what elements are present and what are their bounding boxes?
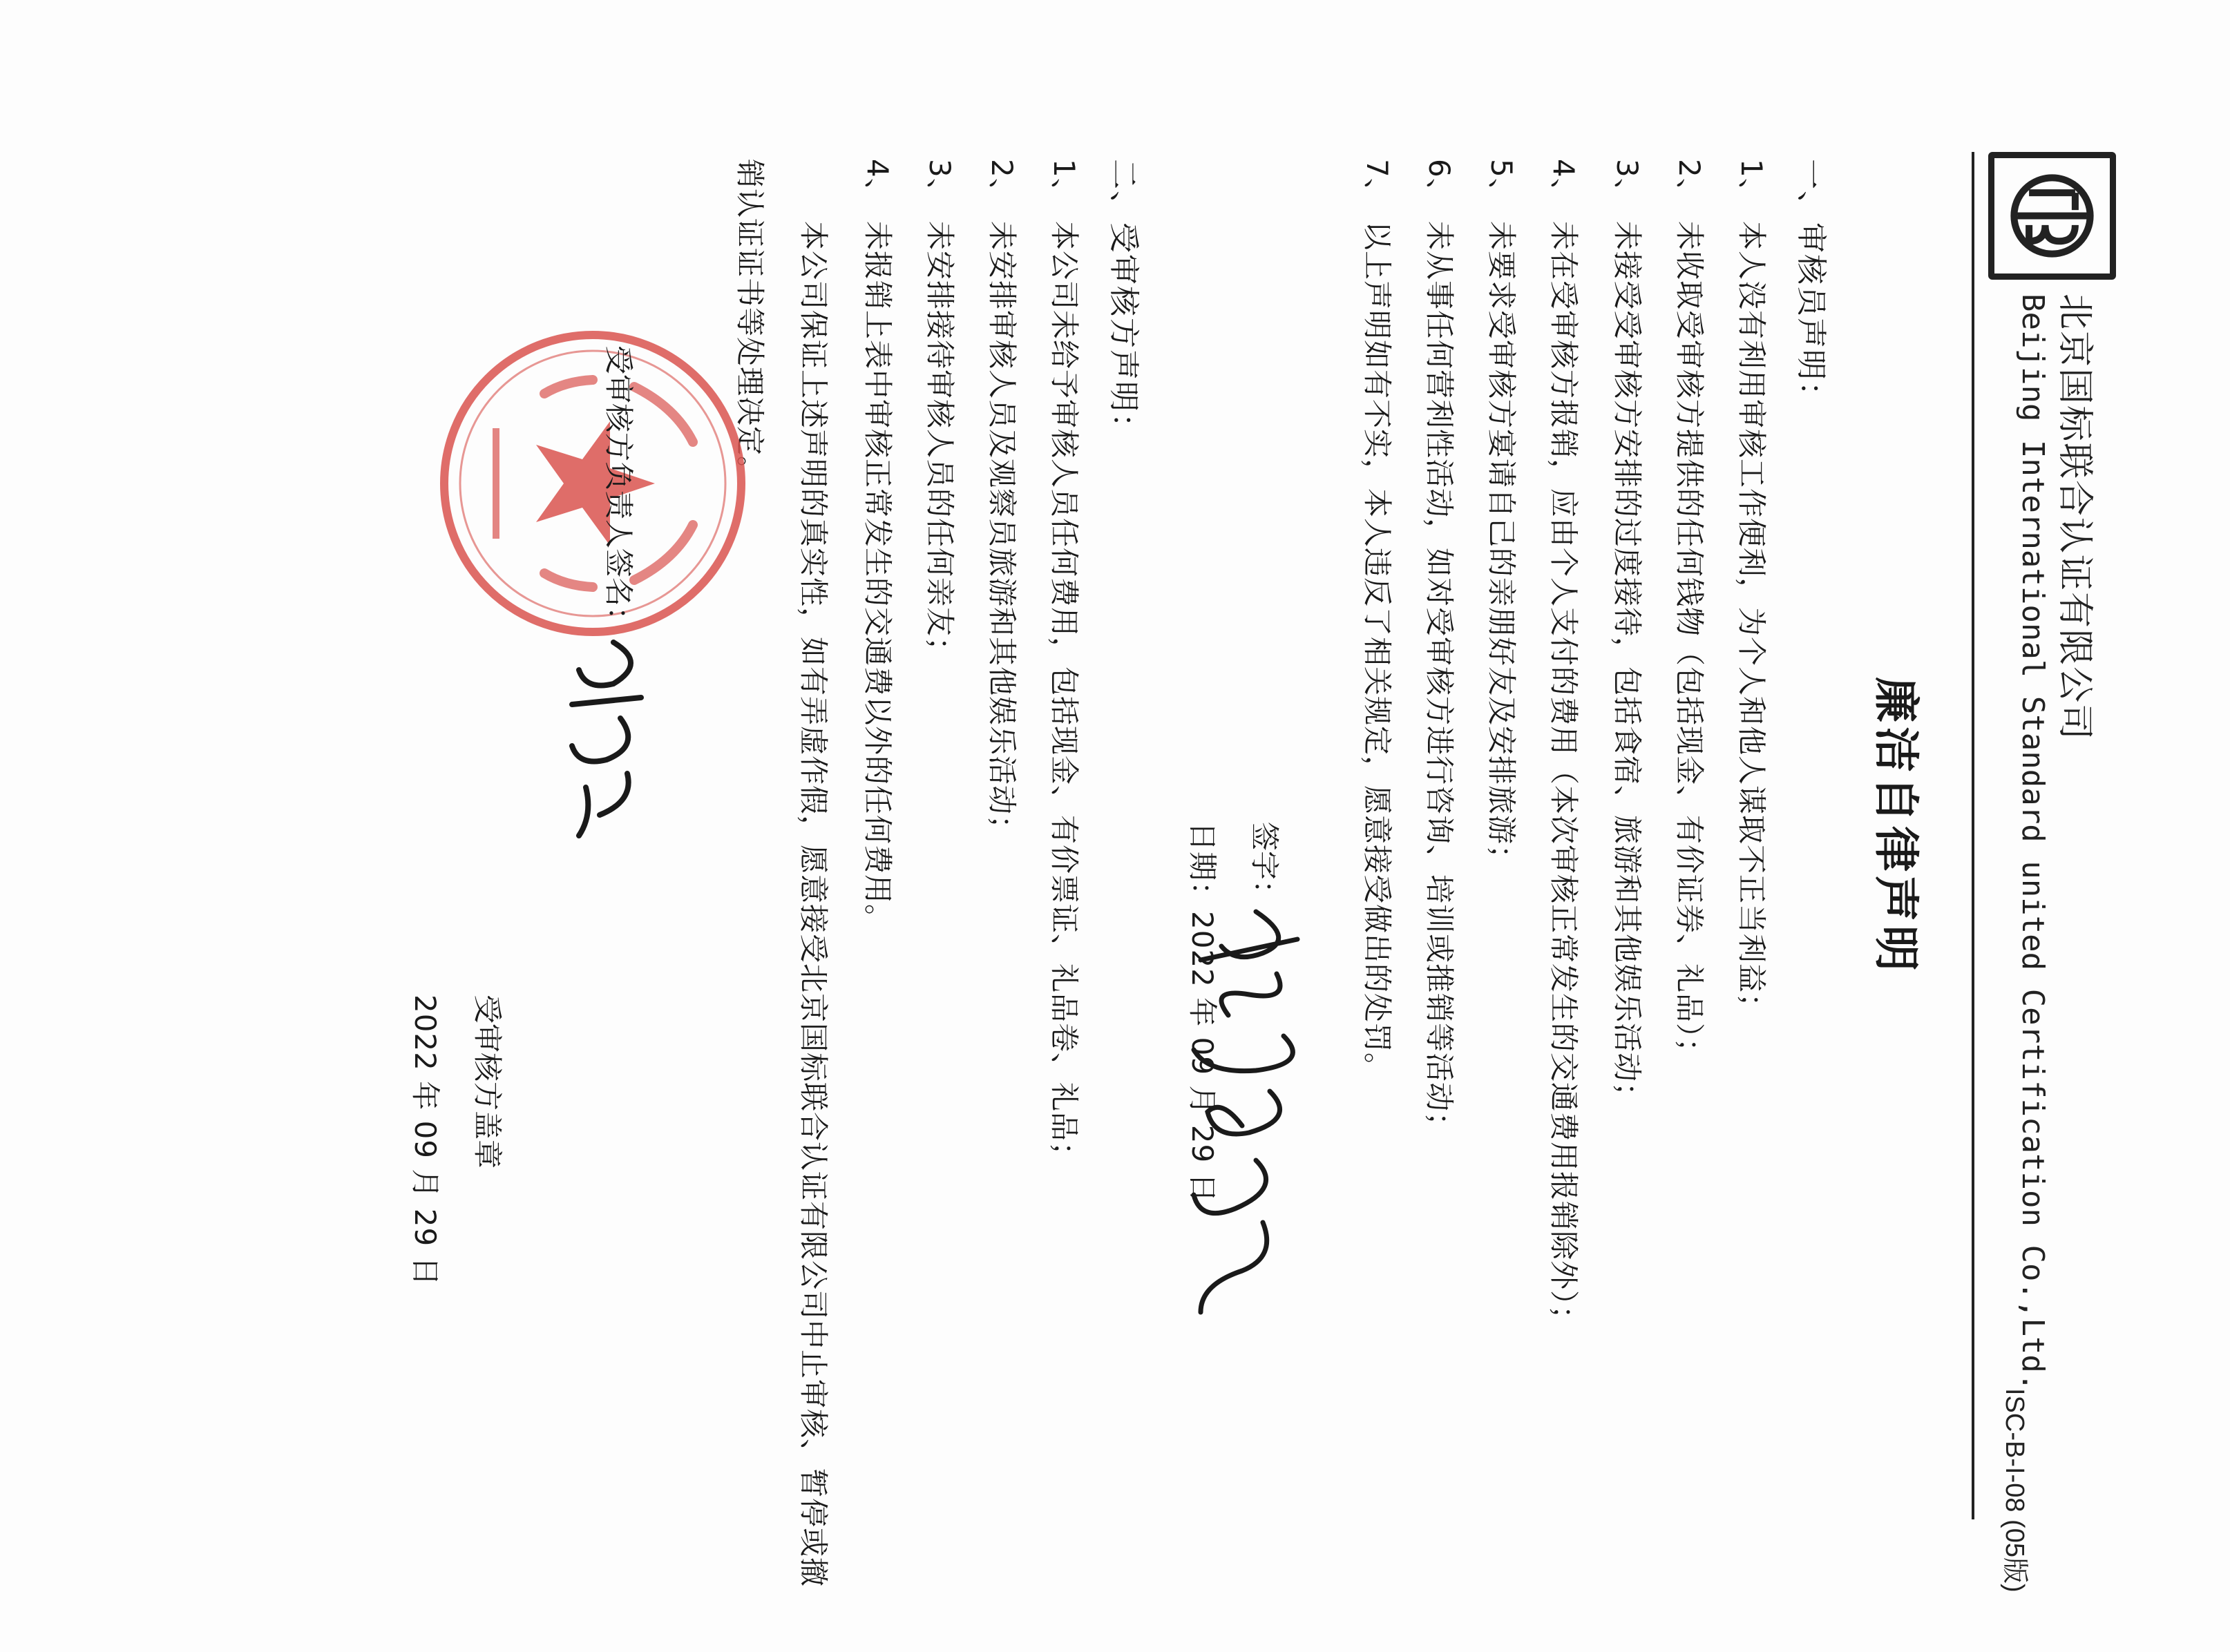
company-name-cn: 北京国标联合认证有限公司 (2054, 294, 2095, 742)
letterhead (1972, 152, 2119, 1593)
auditor-item: 5、未要求受审核方宴请自己的亲朋好友及安排旅游； (1485, 159, 1518, 875)
isc-logo-icon (1988, 152, 2116, 280)
auditee-section-heading: 二、受审核方声明： (1106, 159, 1141, 445)
auditee-seal-label: 受审核方盖章 (470, 995, 504, 1169)
document-code: ISC-B-I-08 (05版) (2000, 1388, 2029, 1593)
auditee-item: 3、未安排接待审核人员的任何亲友； (923, 159, 957, 667)
auditee-date: 2022 年 09 月 29 日 (408, 995, 442, 1287)
auditee-item: 2、未安排审核人员及观察员旅游和其他娱乐活动； (985, 159, 1019, 845)
auditor-section-heading: 一、审核员声明： (1793, 159, 1829, 413)
red-company-seal-icon (434, 325, 752, 642)
auditor-item: 3、未接受受审核方安排的过度接待，包括食宿、旅游和其他娱乐活动； (1610, 159, 1644, 1113)
auditor-item: 6、未从事任何营利性活动，如对受审核方进行咨询、培训或推销等活动； (1422, 159, 1456, 1142)
auditor-item: 4、未在受审核方报销，应由个人支付的费用（本次审核正常发生的交通费用报销除外）； (1547, 159, 1581, 1336)
auditor-item: 2、未收取受审核方提供的任何钱物（包括现金、有价证券、礼品）； (1672, 159, 1706, 1068)
guarantee-paragraph: 本公司保证上述声明的真实性，如有弄虚作假，愿意接受北京国标联合认证有限公司中止审核、暂停或撤销认证证书等处理决定。 (733, 159, 830, 1588)
auditor-item: 1、本人没有利用审核工作便利，为个人和他人谋取不正当利益； (1735, 159, 1769, 1024)
auditee-leader-sign-label: 受审核方负责人签名： (602, 345, 636, 636)
auditee-leader-signature-icon (558, 628, 669, 849)
auditee-item: 1、本公司未给予审核人员任何费用，包括现金、有价票证、礼品卷、礼品； (1047, 159, 1081, 1172)
auditor-date: 日期：2022 年 09 月 29 日 (1185, 822, 1219, 1203)
auditor-sign-label: 签字： (1248, 822, 1281, 910)
company-name-en: Beijing International Standard united Certification Co.,Ltd. (2015, 294, 2050, 1392)
page-title: 廉洁自律声明 (1869, 677, 1923, 975)
auditor-item: 7、以上声明如有不实，本人违反了相关规定，愿意接受做出的处罚。 (1360, 159, 1394, 1083)
auditee-item: 4、未报销上表中审核正常发生的交通费以外的任何费用。 (861, 159, 895, 934)
